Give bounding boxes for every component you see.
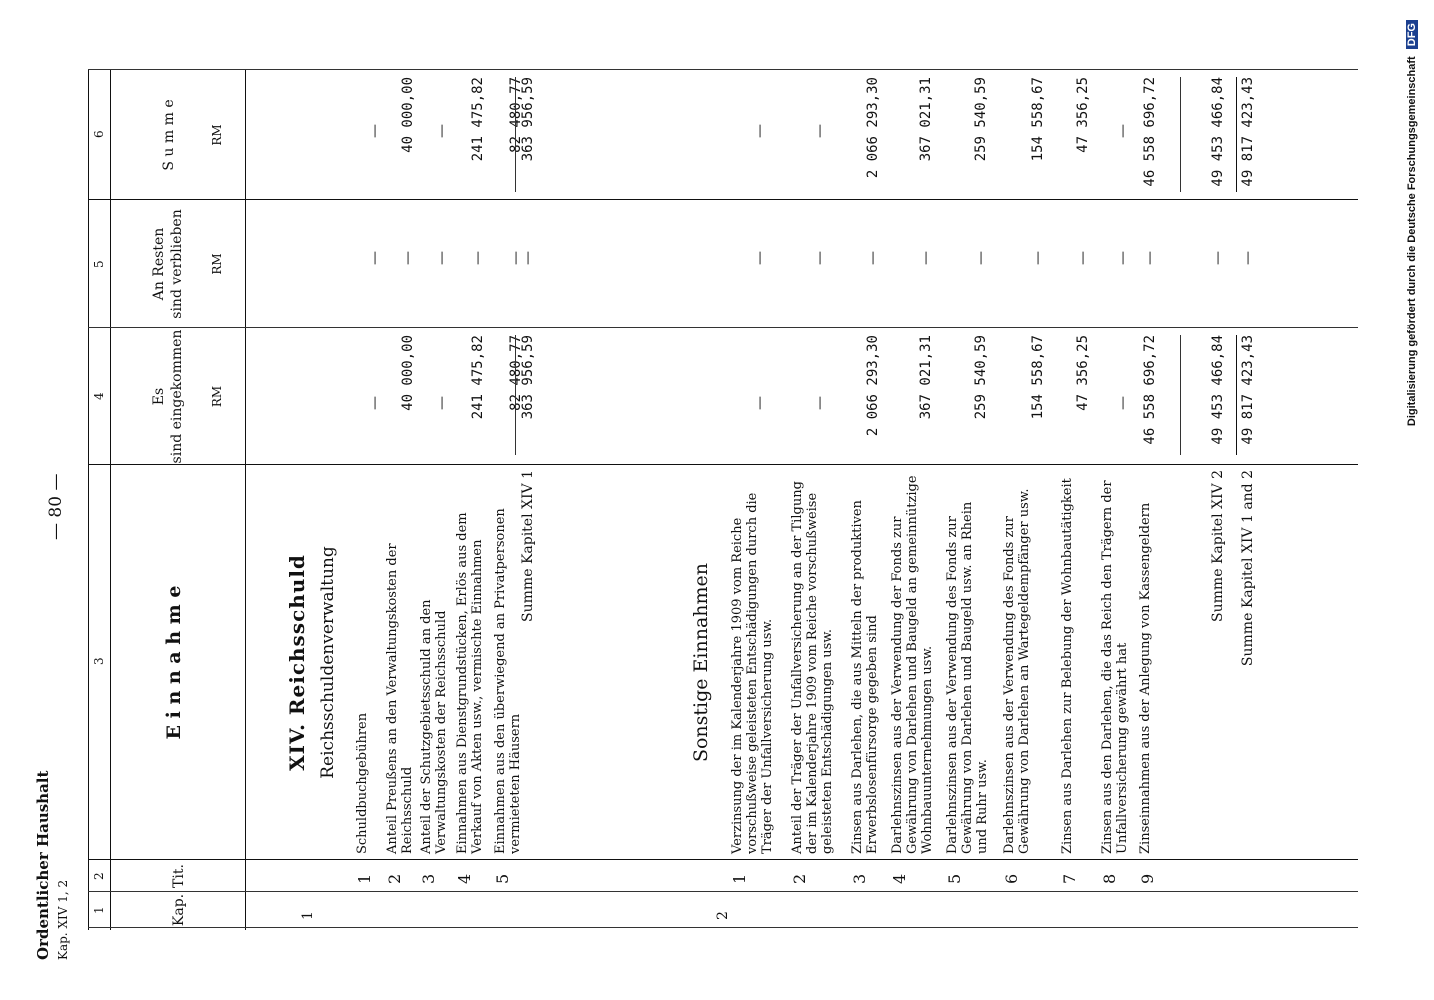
col-rule-right — [88, 69, 1358, 70]
header-summe — [160, 70, 226, 200]
col-number-2: 2 — [92, 872, 106, 880]
row-tit: 1 — [730, 873, 749, 884]
row-summe: 367 021,31 — [918, 77, 934, 162]
header-summe-label: S u m m e — [161, 99, 177, 171]
row-text: Einnahmen aus den überwiegend an Privatpersonen vermieteten Häusern — [493, 508, 523, 854]
col-rule-reste — [88, 327, 1358, 328]
row-text: Verzinsung der im Kalenderjahre 1909 vom Reiche vorschußweise geleisteten Entschädigungen durch die Träger der Unfallversicherung usw. — [730, 492, 775, 854]
grand-total-rule-summe — [1236, 77, 1237, 192]
row-tit: 5 — [945, 873, 964, 884]
header-reste — [150, 200, 226, 328]
row-eingekommen: 82 480,77 — [508, 335, 524, 411]
row-text: Darlehnszinsen aus der Verwendung der Fonds zur Gewährung von Darlehen und Baugeld an gemeinnützige Wohnbauunternehmungen usw. — [890, 475, 935, 854]
row-eingekommen: 367 021,31 — [918, 335, 934, 420]
row-summe: 2 066 293,30 — [865, 77, 881, 179]
row-reste: — — [973, 251, 989, 265]
row-eingekommen: 2 066 293,30 — [865, 335, 881, 437]
row-reste: — — [508, 251, 524, 265]
section1-kap: 1 — [300, 911, 316, 920]
row-reste: — — [812, 251, 828, 265]
row-tit: 4 — [455, 873, 474, 884]
row-reste: — — [752, 251, 768, 265]
row-tit: 6 — [1002, 873, 1021, 884]
row-summe: — — [367, 124, 383, 138]
row-tit: 8 — [1100, 873, 1119, 884]
page-number: — 80 — — [46, 473, 66, 540]
row-eingekommen: — — [367, 396, 383, 410]
row-summe: — — [752, 124, 768, 138]
row-summe: 46 558 696,72 — [1142, 77, 1158, 187]
row-tit: 2 — [385, 873, 404, 884]
grand-total-eingekommen: 49 817 423,43 — [1240, 335, 1256, 445]
row-summe: 40 000,00 — [400, 77, 416, 153]
row-text: Zinsen aus Darlehen, die aus Mitteln der produktiven Erwerbslosenfürsorge gegeben sind — [850, 500, 880, 854]
section2-kap: 2 — [715, 911, 731, 920]
row-summe: — — [434, 124, 450, 138]
row-summe: 82 480,77 — [508, 77, 524, 153]
digitization-note — [1406, 20, 1418, 700]
row-summe: 47 356,25 — [1075, 77, 1091, 153]
section1-total-label: Summe Kapitel XIV 1 — [520, 470, 536, 622]
section1-subheading: Reichsschuldenverwaltung — [318, 546, 338, 779]
header-summe-unit: RM — [210, 124, 224, 146]
running-head-subtitle: Kap. XIV 1, 2 — [56, 879, 70, 960]
section2-total-rule-ist — [1180, 335, 1181, 455]
section2-total-label: Summe Kapitel XIV 2 — [1210, 470, 1226, 622]
col-number-3: 3 — [92, 657, 106, 665]
section1-total-rule-ist — [515, 335, 516, 455]
grand-total-summe: 49 817 423,43 — [1240, 77, 1256, 187]
row-eingekommen: 46 558 696,72 — [1142, 335, 1158, 445]
row-tit: 2 — [790, 873, 809, 884]
header-ist-line1: Es — [151, 387, 167, 406]
row-tit: 5 — [493, 873, 512, 884]
row-tit: 1 — [355, 873, 374, 884]
section2-total-reste: — — [1210, 251, 1226, 265]
table-row — [355, 0, 381, 1000]
section2-total-eingekommen: 49 453 466,84 — [1210, 335, 1226, 445]
section2-total-summe: 49 453 466,84 — [1210, 77, 1226, 187]
col-number-5: 5 — [92, 260, 106, 268]
row-reste: — — [1075, 251, 1091, 265]
row-reste: — — [1115, 251, 1131, 265]
row-text: Zinsen aus den Darlehen, die das Reich den Trägern der Unfallversicherung gewährt hat — [1100, 480, 1130, 854]
row-tit: 3 — [419, 873, 438, 884]
row-reste: — — [865, 251, 881, 265]
section1-heading: XIV. Reichsschuld — [285, 554, 309, 771]
row-eingekommen: — — [812, 396, 828, 410]
header-reste-unit: RM — [210, 253, 224, 275]
row-tit: 7 — [1060, 873, 1079, 884]
col-number-1: 1 — [92, 906, 106, 914]
row-tit: 9 — [1138, 873, 1157, 884]
row-eingekommen: 154 558,67 — [1030, 335, 1046, 420]
row-text: Zinseinnahmen aus der Anlegung von Kassengeldern — [1138, 502, 1153, 854]
section2-heading: Sonstige Einnahmen — [690, 562, 712, 763]
header-ist-unit: RM — [210, 385, 224, 408]
running-head-title: Ordentlicher Haushalt — [34, 770, 52, 960]
row-eingekommen: 40 000,00 — [400, 335, 416, 411]
header-tit: Tit. — [171, 864, 187, 888]
row-reste: — — [470, 251, 486, 265]
row-summe: 241 475,82 — [470, 77, 486, 162]
row-eingekommen: — — [1115, 396, 1131, 410]
header-kap: Kap. — [171, 893, 187, 927]
row-text: Schuldbuchgebühren — [355, 712, 370, 854]
row-tit: 3 — [850, 873, 869, 884]
row-eingekommen: — — [434, 396, 450, 410]
row-text: Anteil der Schutzgebietsschuld an den Verwaltungskosten der Reichsschuld — [419, 599, 449, 854]
row-text: Darlehnszinsen aus der Verwendung des Fonds zur Gewährung von Darlehen an Wartegeldempfänger usw. — [1002, 488, 1032, 854]
row-text: Anteil der Träger der Unfallversicherung an der Tilgung der im Kalenderjahre 1909 vom Reiche vorschußweise geleisteten Entschädigungen usw. — [790, 481, 835, 854]
row-text: Anteil Preußens an den Verwaltungskosten der Reichsschuld — [385, 543, 415, 854]
row-reste: — — [367, 251, 383, 265]
row-reste: — — [1030, 251, 1046, 265]
row-text: Einnahmen aus Dienstgrundstücken, Erlös aus dem Verkauf von Akten usw., vermischte Einnahmen — [455, 512, 485, 854]
row-eingekommen: 47 356,25 — [1075, 335, 1091, 411]
col-rule-text — [88, 859, 1358, 860]
row-summe: — — [1115, 124, 1131, 138]
row-text: Darlehnszinsen aus der Verwendung des Fonds zur Gewährung von Darlehen und Baugeld usw. an Rhein und Ruhr usw. — [945, 501, 990, 854]
section1-total-summe: 363 956,59 — [520, 77, 536, 162]
row-eingekommen: 241 475,82 — [470, 335, 486, 420]
row-eingekommen: — — [752, 396, 768, 410]
col-number-6: 6 — [92, 130, 106, 138]
row-eingekommen: 259 540,59 — [973, 335, 989, 420]
digitization-note-text: Digitalisierung gefördert durch die Deutsche Forschungsgemeinschaft — [1406, 56, 1418, 427]
row-summe: 154 558,67 — [1030, 77, 1046, 162]
header-reste-line1: An Resten — [151, 227, 167, 301]
row-summe: — — [812, 124, 828, 138]
row-reste: — — [400, 251, 416, 265]
section1-total-rule-summe — [515, 77, 516, 192]
col-rule-summe — [88, 199, 1358, 200]
row-text: Zinsen aus Darlehen zur Belebung der Wohnbautätigkeit — [1060, 478, 1075, 854]
row-reste: — — [434, 251, 450, 265]
col-rule-kap — [88, 927, 1358, 928]
row-reste: — — [918, 251, 934, 265]
row-summe: 259 540,59 — [973, 77, 989, 162]
grand-total-label: Summe Kapitel XIV 1 and 2 — [1240, 470, 1256, 667]
row-reste: — — [1142, 251, 1158, 265]
header-ist-line2: sind eingekommen — [169, 329, 185, 464]
section2-total-rule-summe — [1180, 77, 1181, 192]
grand-total-reste: — — [1240, 251, 1256, 265]
dfg-logo: DFG — [1406, 20, 1418, 49]
section1-total-eingekommen: 363 956,59 — [520, 335, 536, 420]
grand-total-rule-ist — [1236, 335, 1237, 455]
row-tit: 4 — [890, 873, 909, 884]
col-number-4: 4 — [92, 392, 106, 400]
section1-total-reste: — — [520, 251, 536, 265]
header-ist — [150, 328, 226, 465]
col-rule-ist — [88, 464, 1358, 465]
header-reste-line2: sind verblieben — [169, 209, 185, 319]
col-rule-tit — [88, 891, 1358, 892]
header-einnahme: E i n n a h m e — [163, 585, 185, 740]
